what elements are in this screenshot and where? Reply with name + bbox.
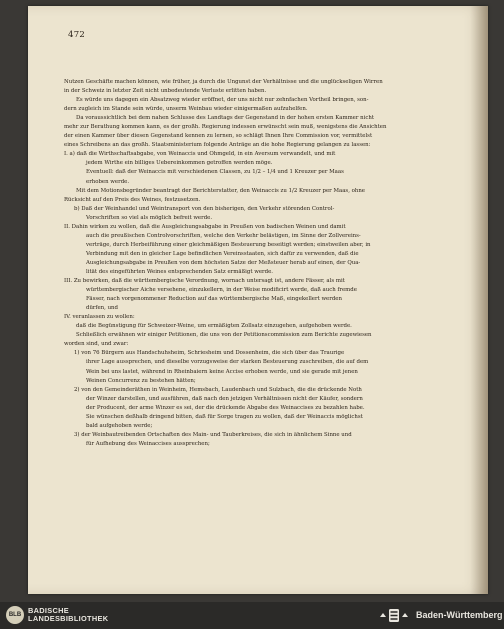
text-line: in der Schweiz in letzter Zeit nicht unbedeutende Verluste erlitten haben.: [64, 88, 267, 95]
state-name[interactable]: Baden-Württemberg: [416, 610, 503, 620]
library-name-line2: LANDESBIBLIOTHEK: [28, 614, 109, 624]
viewer-footer: [0, 602, 504, 629]
text-line: Wein bei uns lastet, während in Rheinbaiern keine Accise erhoben werde, und sie gerade mit jenen: [86, 368, 358, 375]
text-line: Es würde uns dagegen ein Absatzweg wieder eröffnet, der uns nicht nur zehnfachen Vortheil bringen, son-: [76, 97, 369, 104]
library-logo-icon[interactable]: BLB: [6, 606, 24, 624]
text-line: 1) von 76 Bürgern aus Handschuhsheim, Schriesheim und Dossenheim, die sich über das Traurige: [74, 350, 345, 357]
text-line: 3) der Weinbautreibenden Ortschaften des Main- und Tauberkreises, die sich in ähnlichem Sinne und: [74, 431, 352, 438]
text-line: Eventuell: daß der Weinaccis mit verschiedenen Classen, zu 1/2 – 1/4 und 1 Kreuzer per Maas: [86, 169, 344, 176]
text-line: für Aufhebung des Weinaccises aussprechen;: [86, 440, 210, 447]
page-body: [64, 78, 470, 449]
text-line: verträge, durch Herbeiführung einer gleichmäßigen Besteuerung beseitigt werden; einstweilen aber, in: [86, 241, 371, 248]
text-line: mehr zur Berathung kommen kann, es der großh. Regierung indessen erwünscht sein muß, wenigstens die Ansichten: [64, 124, 387, 131]
text-line: IV. veranlassen zu wollen:: [64, 314, 135, 321]
text-line: bald aufgehoben werde;: [86, 422, 153, 429]
text-line: III. Zu bewirken, daß die württembergische Verordnung, wornach untersagt ist, andere Fässer, als mit: [64, 278, 345, 285]
library-name-line1: BADISCHE: [28, 606, 69, 615]
text-line: b) Daß der Weinhandel und Weintransport von den bisherigen, den Verkehr störenden Control-: [74, 205, 335, 212]
text-line: erhoben werde.: [86, 178, 130, 185]
text-line: lität des eingeführten Weines entsprechenden Satz ermäßigt werde.: [86, 268, 273, 275]
text-line: eines Schreibens an das großh. Staatsministerium folgende Anträge an die hohe Regierung gelangen zu lassen:: [64, 142, 371, 149]
text-line: Vorschriften so viel als möglich befreit werde.: [86, 214, 213, 221]
text-line: worden sind, und zwar:: [64, 341, 129, 348]
text-line: dern zugleich im Stande sein würde, unserm Weinbau wieder einigermaßen aufzuhelfen.: [64, 106, 308, 113]
text-line: Ausgleichungsabgabe in Preußen von dem höchsten Satze der Meßsteuer herab auf einen, der Qua-: [86, 259, 361, 266]
text-line: Nutzen Geschäfte machen können, wie früher, ja durch die Ungunst der Verhältnisse und die unglückseligen Wirren: [64, 79, 383, 85]
text-line: dürfen, und: [86, 305, 118, 312]
page-number: 472: [68, 30, 86, 40]
text-line: Schließlich erwähnen wir einiger Petitionen, die uns von der Petitionscommission zum Berichte zugewiesen: [76, 332, 372, 339]
book-page: [28, 6, 488, 594]
text-line: der Producent, der arme Winzer es sei, der die drückende Abgabe des Weinaccises zu bezahlen habe.: [86, 404, 365, 411]
text-line: Rücksicht auf den Preis des Weines, festzusetzen.: [64, 196, 201, 203]
text-line: Sie wünschen deßhalb dringend bitten, daß für Sorge tragen zu wollen, daß der Weinaccis möglichst: [86, 413, 363, 420]
text-line: ihrer Lage aussprechen, und dieselbe vorzugsweise der starken Besteuerung zuschreiben, die auf dem: [86, 359, 369, 366]
text-line: Weinen Concurrenz zu bestehen hätten;: [86, 377, 196, 384]
text-line: Da voraussichtlich bei dem nahen Schlusse des Landtags der Gegenstand in der hohen ersten Kammer nicht: [76, 115, 375, 122]
text-line: I. a) daß die Wirthschaftsabgabe, von Weinaccis und Ohmgeld, in ein Aversum verwandelt, und mit: [64, 151, 336, 158]
text-line: Mit dem Motionsbegründer beantragt der Berichterstatter, den Weinaccis zu 1/2 Kreuzer per Maas, ohne: [76, 187, 365, 194]
text-line: Fässer, nach vorgenommener Reduction auf das württembergische Maß, eingekellert werden: [86, 296, 342, 303]
text-line: auch die preußischen Controlvorschriften, welche den Verkehr belästigen, im Sinne der Zollvereins-: [86, 232, 361, 239]
text-line: 2) von den Gemeinderäthen in Weinheim, Hemsbach, Laudenbach und Sulzbach, die die drückende Noth: [74, 386, 362, 393]
text-line: II. Dahin wirken zu wollen, daß die Ausgleichungsabgabe in Preußen von badischen Weinen und damit: [64, 223, 346, 230]
state-coat-of-arms-icon: [378, 607, 410, 624]
text-line: württembergischer Aiche versehene, einzukellern, in der Weise modificirt werde, daß auch fremde: [86, 287, 357, 294]
text-line: der Winzer darstellen, und ausführen, daß nach den jetzigen Verhältnissen nicht der Käufer, sondern: [86, 395, 363, 402]
text-line: jedem Wirthe ein billiges Uebereinkommen getroffen werden möge.: [86, 160, 273, 167]
text-line: daß die Begünstigung für Schweizer-Weine, um ermäßigten Zollsatz einzugehen, aufgehoben werde.: [76, 323, 352, 330]
page-gutter-shadow: [470, 6, 488, 594]
text-line: der einen Kammer über diesen Gegenstand kennen zu lernen, so schlägt Ihnen Ihre Commission vor, vermittelst: [64, 133, 373, 140]
library-name[interactable]: [28, 607, 108, 624]
text-line: Verbindung mit den in gleicher Lage befindlichen Vereinsstaaten, sich dafür zu verwenden, daß die: [86, 250, 359, 257]
